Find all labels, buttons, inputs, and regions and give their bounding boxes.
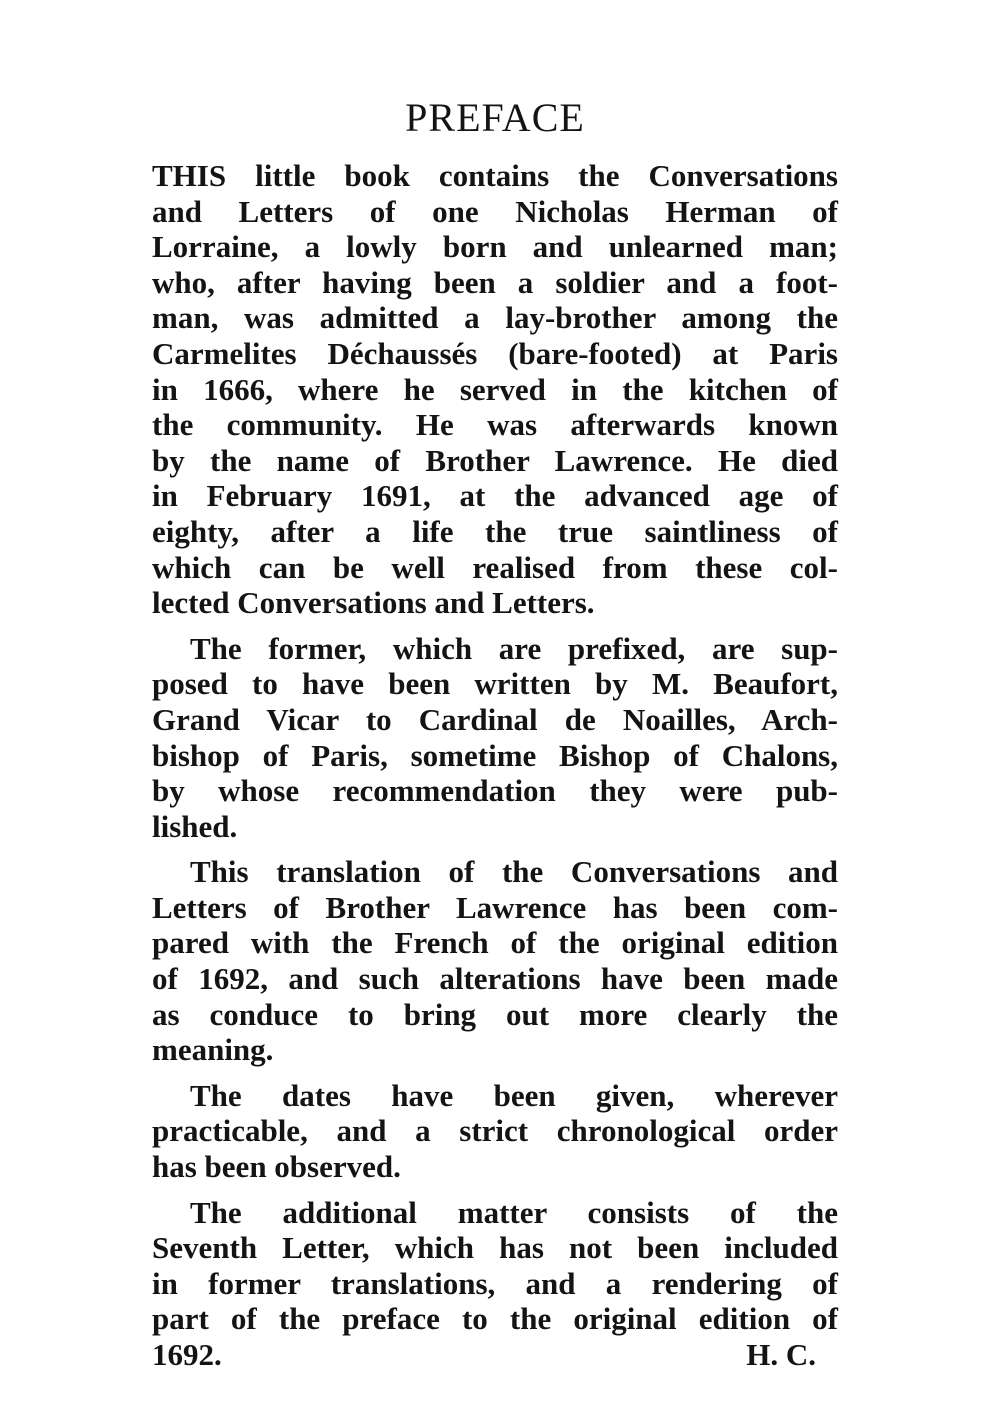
- closing-year: 1692.: [152, 1337, 222, 1372]
- text-line: Grand Vicar to Cardinal de Noailles, Arch-: [152, 701, 838, 737]
- text-line: in February 1691, at the advanced age of: [152, 478, 838, 514]
- author-initials: H. C.: [746, 1337, 816, 1372]
- text-line: Lorraine, a lowly born and unlearned man;: [152, 229, 838, 265]
- text-line: lished.: [152, 808, 238, 844]
- paragraph-3: [152, 854, 838, 1068]
- text-line: The dates have been given, wherever: [190, 1077, 838, 1113]
- text-line: the community. He was afterwards known: [152, 407, 838, 443]
- text-line: by the name of Brother Lawrence. He died: [152, 442, 838, 478]
- text-line: THIS little book contains the Conversations: [152, 158, 838, 193]
- text-line: Letters of Brother Lawrence has been com-: [152, 889, 838, 925]
- text-line: as conduce to bring out more clearly the: [152, 996, 838, 1032]
- text-line: man, was admitted a lay-brother among the: [152, 300, 838, 336]
- document-page: [152, 88, 838, 1373]
- text-line: practicable, and a strict chronological order: [152, 1113, 838, 1149]
- text-line: pared with the French of the original edition: [152, 925, 838, 961]
- text-line: and Letters of one Nicholas Herman of: [152, 193, 838, 229]
- closing-line: [152, 1337, 838, 1373]
- paragraph-2: [152, 631, 838, 845]
- text-line: The additional matter consists of the: [190, 1194, 838, 1230]
- text-line: part of the preface to the original edition of: [152, 1301, 838, 1337]
- paragraph-5: [152, 1195, 838, 1337]
- paragraph-1: [152, 158, 838, 621]
- text-line: of 1692, and such alterations have been made: [152, 961, 838, 997]
- text-line: lected Conversations and Letters.: [152, 585, 595, 621]
- page-title: PREFACE: [405, 95, 585, 140]
- text-line: which can be well realised from these col-: [152, 549, 838, 585]
- text-line: by whose recommendation they were pub-: [152, 773, 838, 809]
- text-line: in 1666, where he served in the kitchen of: [152, 371, 838, 407]
- text-line: This translation of the Conversations and: [190, 854, 838, 890]
- text-line: bishop of Paris, sometime Bishop of Chalons,: [152, 737, 838, 773]
- text-line: The former, which are prefixed, are sup-: [190, 630, 838, 666]
- text-line: Carmelites Déchaussés (bare-footed) at Paris: [152, 335, 838, 371]
- text-line: has been observed.: [152, 1149, 401, 1185]
- text-line: Seventh Letter, which has not been included: [152, 1230, 838, 1266]
- text-line: eighty, after a life the true saintliness of: [152, 513, 838, 549]
- text-line: who, after having been a soldier and a foot-: [152, 264, 838, 300]
- text-line: in former translations, and a rendering of: [152, 1265, 838, 1301]
- text-line: posed to have been written by M. Beaufort,: [152, 666, 838, 702]
- paragraph-4: [152, 1078, 838, 1185]
- text-line: meaning.: [152, 1032, 274, 1068]
